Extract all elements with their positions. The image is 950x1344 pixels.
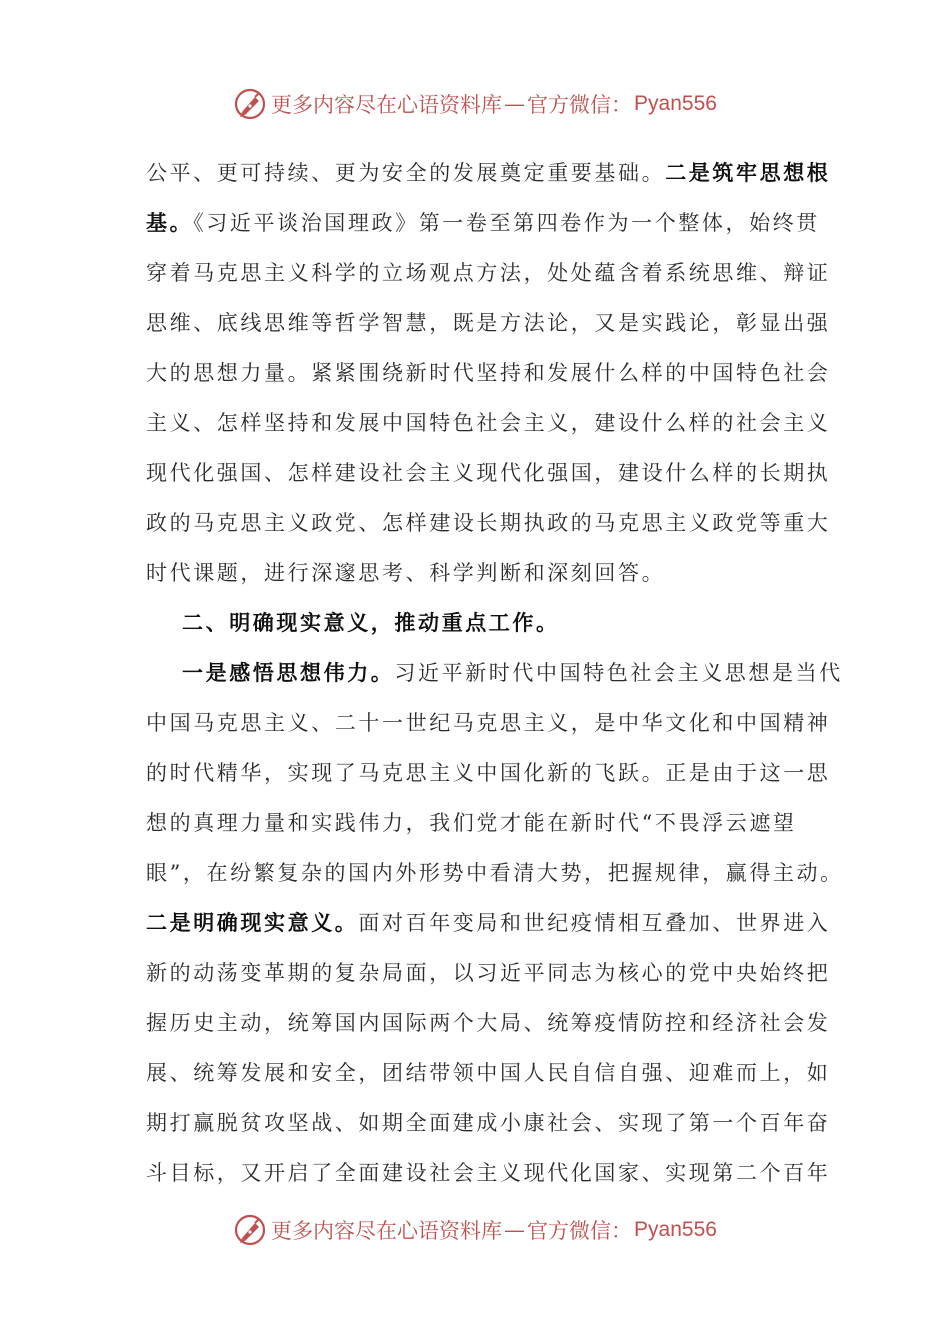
text-line (146, 648, 843, 698)
text-line (146, 448, 831, 498)
text-line (146, 998, 831, 1048)
text-line (146, 148, 831, 198)
text-segment: 期打赢脱贫攻坚战、如期全面建成小康社会、实现了第一个百年奋 (146, 1111, 831, 1135)
text-segment: 握历史主动，统筹国内国际两个大局、统筹疫情防控和经济社会发 (146, 1011, 831, 1035)
pen-nib-logo-icon (233, 1213, 267, 1247)
text-segment: 习近平新时代中国特色社会主义思想是当代 (394, 661, 843, 685)
text-line (146, 298, 831, 348)
text-segment: 斗目标，又开启了全面建设社会主义现代化国家、实现第二个百年 (146, 1161, 831, 1185)
watermark-separator: — (504, 92, 526, 116)
text-line (146, 1098, 831, 1148)
text-segment: 大的思想力量。紧紧围绕新时代坚持和发展什么样的中国特色社会 (146, 361, 831, 385)
text-segment: 面对百年变局和世纪疫情相互叠加、世界进入 (358, 911, 831, 935)
text-line (146, 398, 831, 448)
watermark-label: 官方微信： (527, 93, 633, 117)
text-segment: 新的动荡变革期的复杂局面，以习近平同志为核心的党中央始终把 (146, 961, 831, 985)
pen-nib-logo-icon (233, 87, 267, 121)
text-segment: 穿着马克思主义科学的立场观点方法，处处蕴含着系统思维、辩证 (146, 261, 831, 285)
text-segment: 现代化强国、怎样建设社会主义现代化强国，建设什么样的长期执 (146, 461, 831, 485)
text-segment: 眼”，在纷繁复杂的国内外形势中看清大势，把握规律，赢得主动。 (146, 861, 844, 885)
text-line (146, 1148, 831, 1198)
text-line (146, 748, 831, 798)
text-line (146, 348, 831, 398)
document-body (146, 148, 844, 1198)
text-segment: 想的真理力量和实践伟力，我们党才能在新时代“不畏浮云遮望 (146, 811, 797, 835)
bold-text-segment: 一是感悟思想伟力。 (182, 660, 395, 685)
watermark-footer (0, 1210, 950, 1250)
watermark-id: Pyan556 (634, 1218, 717, 1241)
text-line (146, 598, 806, 648)
watermark-brand: 更多内容尽在心语资料库 (271, 93, 503, 117)
bold-text-segment: 二是筑牢思想根 (665, 160, 831, 185)
watermark-separator: — (504, 1218, 526, 1242)
text-line (146, 898, 831, 948)
watermark-id: Pyan556 (634, 92, 717, 115)
text-line (146, 498, 831, 548)
text-segment: 公平、更可持续、更为安全的发展奠定重要基础。 (146, 161, 666, 185)
watermark-brand: 更多内容尽在心语资料库 (271, 1219, 503, 1243)
text-line (146, 198, 820, 248)
text-segment: 时代课题，进行深邃思考、科学判断和深刻回答。 (146, 561, 666, 585)
text-segment: 的时代精华，实现了马克思主义中国化新的飞跃。正是由于这一思 (146, 761, 831, 785)
text-segment: 主义、怎样坚持和发展中国特色社会主义，建设什么样的社会主义 (146, 411, 831, 435)
text-segment: 展、统筹发展和安全，团结带领中国人民自信自强、迎难而上，如 (146, 1061, 831, 1085)
bold-text-segment: 二是明确现实意义。 (146, 910, 359, 935)
text-segment: 《习近平谈治国理政》第一卷至第四卷作为一个整体，始终贯 (193, 211, 820, 235)
bold-text-segment: 基。 (146, 210, 194, 235)
text-line (146, 1048, 831, 1098)
watermark-label: 官方微信： (527, 1219, 633, 1243)
text-line (146, 548, 806, 598)
text-segment: 思维、底线思维等哲学智慧，既是方法论，又是实践论，彰显出强 (146, 311, 831, 335)
text-line (146, 698, 831, 748)
text-line (146, 848, 844, 898)
text-line (146, 248, 831, 298)
bold-text-segment: 二、明确现实意义，推动重点工作。 (182, 610, 560, 635)
text-segment: 政的马克思主义政党、怎样建设长期执政的马克思主义政党等重大 (146, 511, 831, 535)
text-line (146, 798, 806, 848)
text-segment: 中国马克思主义、二十一世纪马克思主义，是中华文化和中国精神 (146, 711, 831, 735)
text-line (146, 948, 831, 998)
watermark-header (0, 84, 950, 124)
